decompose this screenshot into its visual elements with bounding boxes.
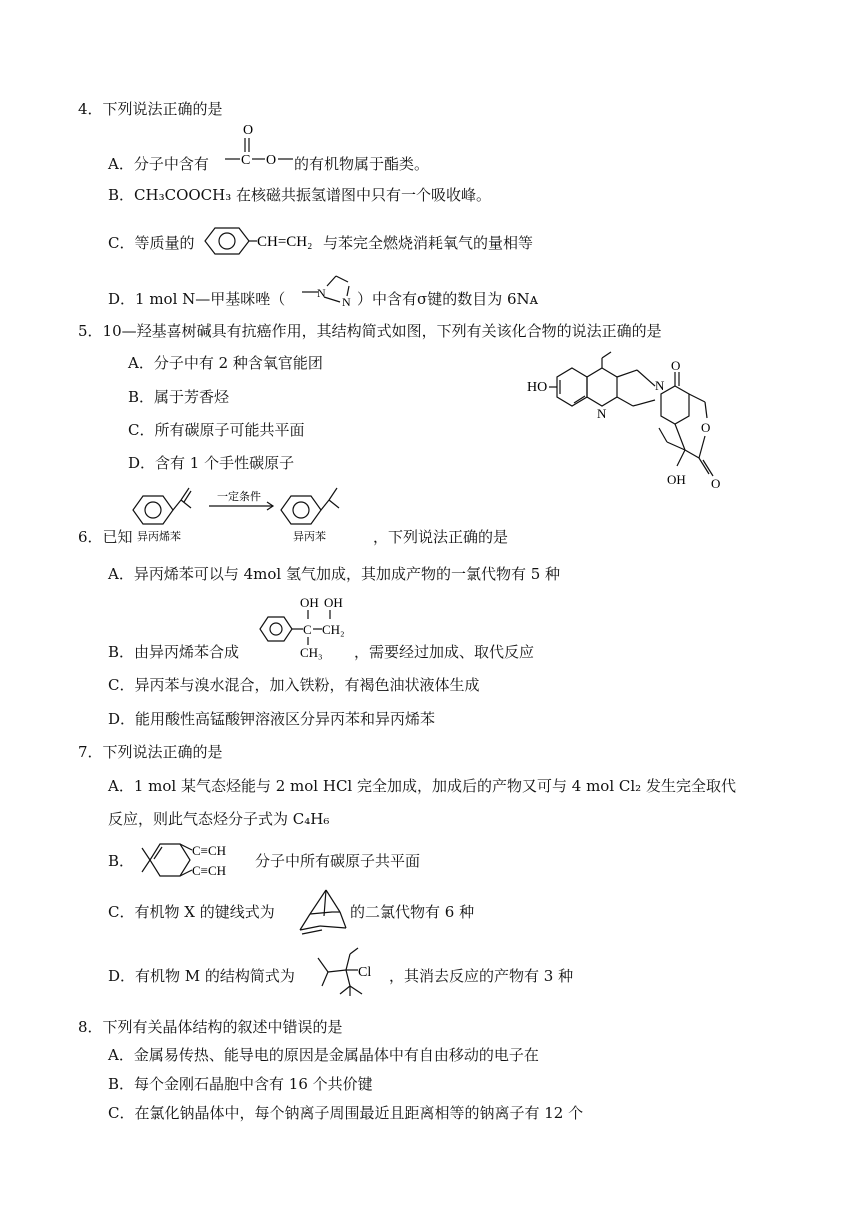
reaction-scheme <box>133 486 373 546</box>
q7-option-a-line1: A．1 mol 某气态烃能与 2 mol HCl 完全加成，加成后的产物又可与 4 mol Cl₂ 发生完全取代 <box>108 777 736 795</box>
q8-stem: 8．下列有关晶体结构的叙述中错误的是 <box>78 1018 343 1036</box>
q8-option-b: B．每个金刚石晶胞中含有 16 个共价键 <box>108 1075 373 1093</box>
q4-option-c-post: 与苯完全燃烧消耗氧气的量相等 <box>323 234 534 252</box>
q5-option-a: A．分子中有 2 种含氧官能团 <box>128 354 323 372</box>
imid-n2-label: N <box>342 295 351 309</box>
q7-option-b-pre: B． <box>108 852 135 870</box>
q5-n2-label: N <box>655 378 665 393</box>
q7-option-a-line2: 反应，则此气态烃分子式为 C₄H₆ <box>108 810 330 828</box>
chloroalkane-structure <box>318 948 388 998</box>
q6-option-b-post: ，需要经过加成、取代反应 <box>354 643 535 661</box>
ho-label: HO <box>527 380 548 395</box>
ester-c-label: C <box>241 153 251 168</box>
q7-option-d-pre: D．有机物 M 的结构简式为 <box>108 967 295 985</box>
diol-oh2-label: OH <box>324 595 343 610</box>
q4-option-c-pre: C．等质量的 <box>108 234 195 252</box>
q4-option-a-post: 的有机物属于酯类。 <box>294 155 430 173</box>
styrene-group-label: CH=CH₂ <box>257 234 313 250</box>
q4-option-b: B．CH₃COOCH₃ 在核磁共振氢谱图中只有一个吸收峰。 <box>108 186 492 204</box>
q7-option-c-pre: C．有机物 X 的键线式为 <box>108 903 275 921</box>
q6-option-d: D．能用酸性高锰酸钾溶液区分异丙苯和异丙烯苯 <box>108 710 436 728</box>
q6-option-c: C．异丙苯与溴水混合，加入铁粉，有褐色油状液体生成 <box>108 676 480 694</box>
q4-option-d-post: ）中含有σ键的数目为 6Nᴀ <box>357 290 539 308</box>
q4-stem: 4．下列说法正确的是 <box>78 100 223 118</box>
q5-option-c: C．所有碳原子可能共平面 <box>128 421 305 439</box>
diol-ch3-label: CH₃ <box>300 645 323 660</box>
q8-option-a: A．金属易传热、能导电的原因是金属晶体中有自由移动的电子在 <box>108 1046 539 1064</box>
q4-option-d-pre: D．1 mol N—甲基咪唑（ <box>108 290 286 308</box>
imid-n1-label: N <box>317 286 326 300</box>
q6-post: ，下列说法正确的是 <box>373 528 509 546</box>
q7-option-c-post: 的二氯代物有 6 种 <box>350 903 475 921</box>
dialkyne-structure <box>142 838 242 884</box>
ester-o-label: O <box>243 123 254 138</box>
diol-structure <box>258 593 358 663</box>
q5-n1-label: N <box>597 406 607 421</box>
methylimidazole-structure <box>300 270 360 310</box>
chloro-label: Cl <box>358 965 372 980</box>
styrene-structure <box>205 222 325 262</box>
q4-option-a-pre: A．分子中含有 <box>108 155 209 173</box>
diol-ch2-label: CH₂ <box>322 622 345 637</box>
alkyne2-label: C≡CH <box>192 863 227 878</box>
hydroxycamptothecin-structure <box>527 358 772 503</box>
q5-o2-label: O <box>701 420 711 435</box>
bicyclic-structure <box>296 886 351 938</box>
q5-option-b: B．属于芳香烃 <box>128 388 230 406</box>
q5-o1-label: O <box>671 358 681 373</box>
diol-c-label: C <box>303 622 312 637</box>
q6-pre: 6．已知 <box>78 528 133 546</box>
alkyne1-label: C≡CH <box>192 843 227 858</box>
q7-stem: 7．下列说法正确的是 <box>78 743 223 761</box>
q8-option-c: C．在氯化钠晶体中，每个钠离子周围最近且距离相等的钠离子有 12 个 <box>108 1104 584 1122</box>
reactant-label: 异丙烯苯 <box>137 531 181 543</box>
product-label: 异丙苯 <box>293 531 326 543</box>
ester-group-structure <box>225 122 305 166</box>
q7-option-d-post: ，其消去反应的产物有 3 种 <box>389 967 574 985</box>
condition-label: 一定条件 <box>217 491 261 503</box>
q6-option-b-pre: B．由异丙烯苯合成 <box>108 643 240 661</box>
q5-o3-label: O <box>711 476 721 491</box>
q5-oh-label: OH <box>667 472 686 487</box>
q6-option-a: A．异丙烯苯可以与 4mol 氢气加成，其加成产物的一氯代物有 5 种 <box>108 565 561 583</box>
q5-option-d: D．含有 1 个手性碳原子 <box>128 454 295 472</box>
ester-o2-label: O <box>266 153 277 168</box>
q5-stem: 5．10—羟基喜树碱具有抗癌作用，其结构简式如图，下列有关该化合物的说法正确的是 <box>78 322 662 340</box>
q7-option-b-post: 分子中所有碳原子共平面 <box>255 852 421 870</box>
diol-oh1-label: OH <box>300 595 319 610</box>
